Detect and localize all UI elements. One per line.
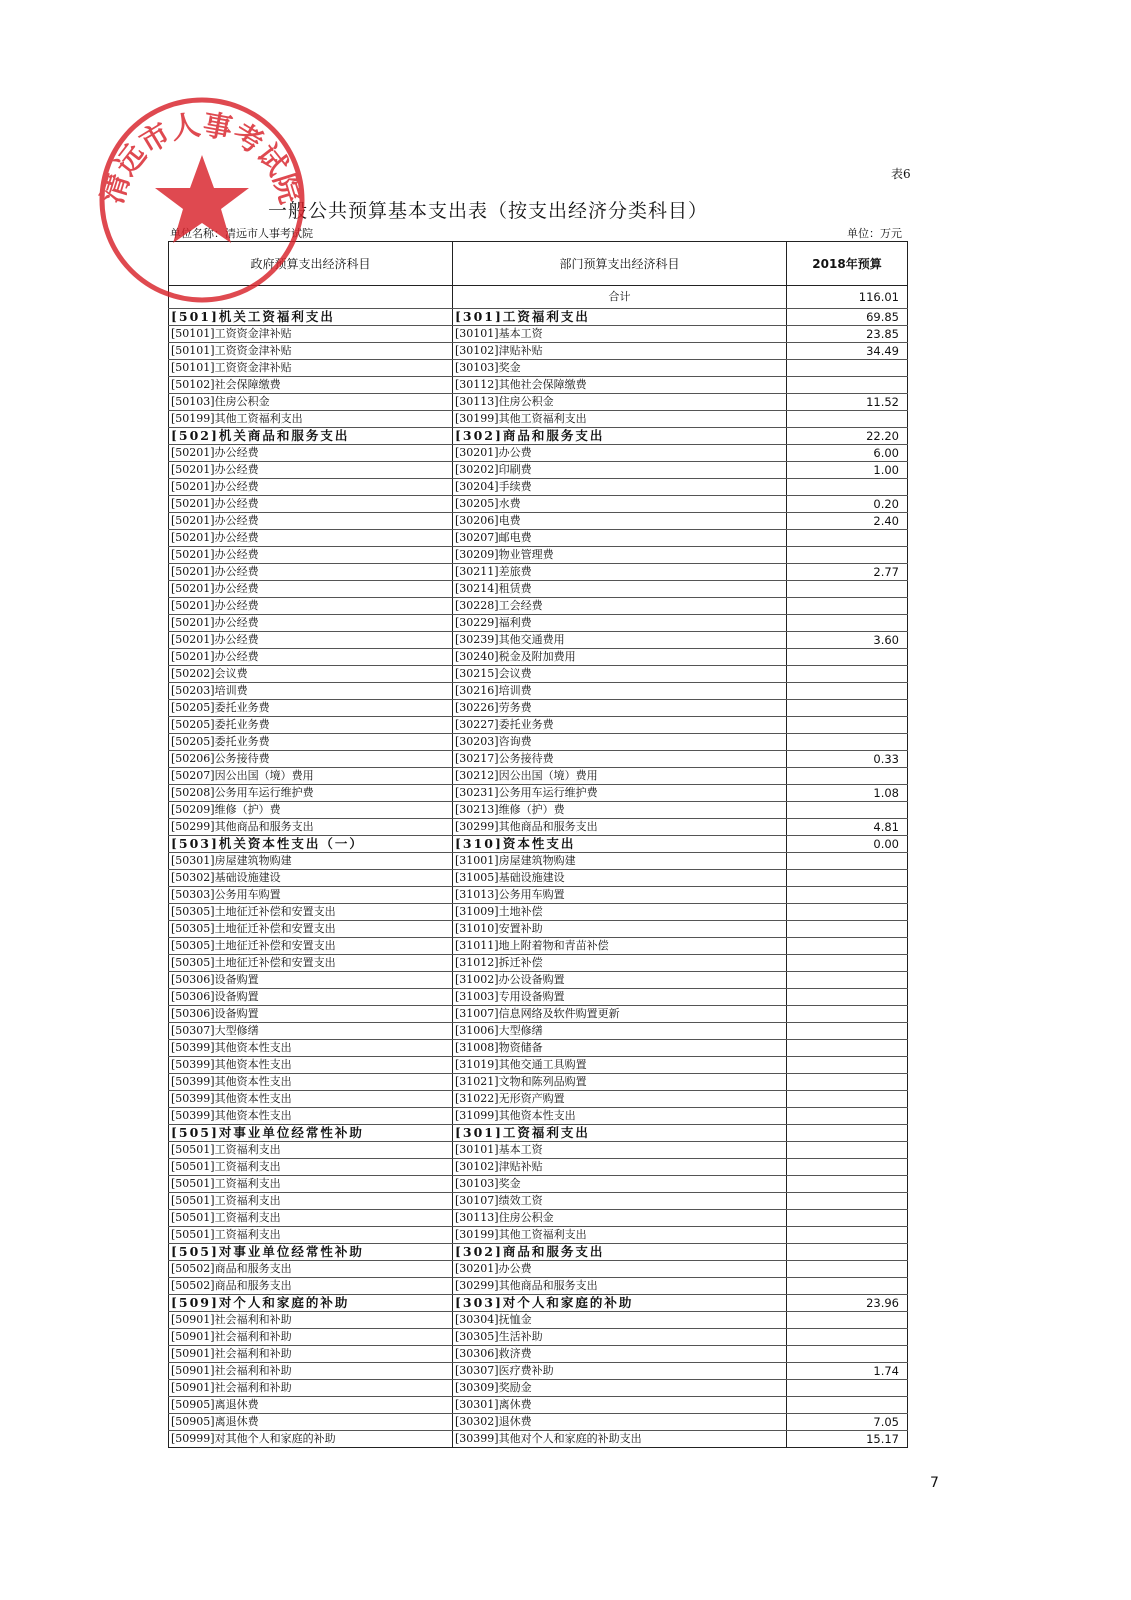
table-number: 表6	[891, 167, 911, 181]
dept-subject-cell: [31011]地上附着物和青苗补偿	[453, 938, 787, 955]
gov-subject-cell: [50208]公务用车运行维护费	[169, 785, 453, 802]
amount-cell	[787, 1176, 908, 1193]
table-row	[169, 768, 908, 785]
dept-subject-cell: [30112]其他社会保障缴费	[453, 377, 787, 394]
dept-subject-cell: [30101]基本工资	[453, 326, 787, 343]
gov-subject-cell: [50502]商品和服务支出	[169, 1261, 453, 1278]
table-row	[169, 326, 908, 343]
table-row	[169, 921, 908, 938]
table-row	[169, 1380, 908, 1397]
dept-subject-cell: [30399]其他对个人和家庭的补助支出	[453, 1431, 787, 1448]
table-row	[169, 1023, 908, 1040]
amount-cell	[787, 1278, 908, 1295]
table-row	[169, 700, 908, 717]
gov-subject-cell: [50203]培训费	[169, 683, 453, 700]
dept-subject-cell: [30239]其他交通费用	[453, 632, 787, 649]
table-row	[169, 819, 908, 836]
gov-subject-cell: [502]机关商品和服务支出	[169, 428, 453, 445]
dept-subject-cell: [30304]抚恤金	[453, 1312, 787, 1329]
amount-cell	[787, 411, 908, 428]
dept-subject-cell: [30102]津贴补贴	[453, 1159, 787, 1176]
table-row	[169, 1312, 908, 1329]
amount-cell: 34.49	[787, 343, 908, 360]
amount-cell	[787, 1227, 908, 1244]
table-row	[169, 802, 908, 819]
gov-subject-cell: [50201]办公经费	[169, 547, 453, 564]
dept-subject-cell: [301]工资福利支出	[453, 1125, 787, 1142]
amount-cell	[787, 887, 908, 904]
gov-subject-cell: [50307]大型修缮	[169, 1023, 453, 1040]
amount-cell	[787, 1380, 908, 1397]
gov-subject-cell: [50399]其他资本性支出	[169, 1091, 453, 1108]
gov-subject-cell: [505]对事业单位经常性补助	[169, 1244, 453, 1261]
table-row	[169, 632, 908, 649]
dept-subject-cell: [30306]救济费	[453, 1346, 787, 1363]
table-row	[169, 1074, 908, 1091]
gov-subject-cell: [50305]土地征迁补偿和安置支出	[169, 938, 453, 955]
amount-cell	[787, 904, 908, 921]
amount-cell	[787, 1346, 908, 1363]
table-row	[169, 1329, 908, 1346]
dept-subject-cell: [30217]公务接待费	[453, 751, 787, 768]
dept-subject-cell: [30228]工会经费	[453, 598, 787, 615]
dept-subject-cell: [30307]医疗费补助	[453, 1363, 787, 1380]
table-row	[169, 1210, 908, 1227]
official-seal-stamp	[95, 93, 310, 308]
dept-subject-cell: [31008]物资储备	[453, 1040, 787, 1057]
gov-subject-cell: [50901]社会福利和补助	[169, 1363, 453, 1380]
table-row	[169, 513, 908, 530]
amount-cell: 1.74	[787, 1363, 908, 1380]
dept-subject-cell: [30216]培训费	[453, 683, 787, 700]
table-row	[169, 1108, 908, 1125]
dept-subject-cell: [30214]租赁费	[453, 581, 787, 598]
gov-subject-cell: [50305]土地征迁补偿和安置支出	[169, 955, 453, 972]
gov-subject-cell: [50207]因公出国（境）费用	[169, 768, 453, 785]
dept-subject-cell: [303]对个人和家庭的补助	[453, 1295, 787, 1312]
table-row	[169, 904, 908, 921]
dept-subject-cell: [30205]水费	[453, 496, 787, 513]
dept-subject-cell: [302]商品和服务支出	[453, 1244, 787, 1261]
table-row	[169, 870, 908, 887]
dept-subject-cell: [30199]其他工资福利支出	[453, 411, 787, 428]
dept-subject-cell: [30202]印刷费	[453, 462, 787, 479]
table-row	[169, 615, 908, 632]
category-row	[169, 1295, 908, 1312]
gov-subject-cell: [50201]办公经费	[169, 564, 453, 581]
amount-cell	[787, 1108, 908, 1125]
dept-subject-cell: [30226]劳务费	[453, 700, 787, 717]
dept-subject-cell: [30107]绩效工资	[453, 1193, 787, 1210]
table-row	[169, 1091, 908, 1108]
amount-cell: 15.17	[787, 1431, 908, 1448]
gov-subject-cell: [50201]办公经费	[169, 581, 453, 598]
amount-cell	[787, 547, 908, 564]
amount-cell	[787, 972, 908, 989]
amount-cell	[787, 1159, 908, 1176]
dept-subject-cell: [31022]无形资产购置	[453, 1091, 787, 1108]
page-number: 7	[930, 1475, 939, 1491]
table-row	[169, 717, 908, 734]
amount-cell	[787, 360, 908, 377]
gov-subject-cell: [50201]办公经费	[169, 479, 453, 496]
amount-cell	[787, 615, 908, 632]
unit-name: 单位名称：清远市人事考试院	[170, 227, 313, 240]
gov-subject-cell: [509]对个人和家庭的补助	[169, 1295, 453, 1312]
amount-cell	[787, 1091, 908, 1108]
gov-subject-cell: [50501]工资福利支出	[169, 1210, 453, 1227]
gov-subject-cell: [50901]社会福利和补助	[169, 1380, 453, 1397]
amount-cell: 22.20	[787, 428, 908, 445]
budget-table	[168, 241, 908, 1448]
dept-subject-cell: [30212]因公出国（境）费用	[453, 768, 787, 785]
category-row	[169, 428, 908, 445]
table-row	[169, 1040, 908, 1057]
dept-subject-cell: [31012]拆迁补偿	[453, 955, 787, 972]
table-row	[169, 751, 908, 768]
gov-subject-cell: [50201]办公经费	[169, 496, 453, 513]
gov-subject-cell: [50501]工资福利支出	[169, 1142, 453, 1159]
gov-subject-cell: [50901]社会福利和补助	[169, 1346, 453, 1363]
gov-subject-cell: [50299]其他商品和服务支出	[169, 819, 453, 836]
gov-subject-cell: [50399]其他资本性支出	[169, 1074, 453, 1091]
amount-cell	[787, 598, 908, 615]
amount-cell: 23.85	[787, 326, 908, 343]
amount-cell: 3.60	[787, 632, 908, 649]
amount-cell	[787, 1074, 908, 1091]
amount-cell: 0.20	[787, 496, 908, 513]
dept-subject-cell: [31013]公务用车购置	[453, 887, 787, 904]
amount-cell	[787, 768, 908, 785]
dept-subject-cell: [30229]福利费	[453, 615, 787, 632]
dept-subject-cell: [30113]住房公积金	[453, 394, 787, 411]
amount-cell	[787, 1312, 908, 1329]
dept-subject-cell: [30204]手续费	[453, 479, 787, 496]
table-row	[169, 955, 908, 972]
dept-subject-cell: 合计	[453, 286, 787, 309]
amount-cell	[787, 683, 908, 700]
amount-cell	[787, 581, 908, 598]
gov-subject-cell: [50205]委托业务费	[169, 700, 453, 717]
column-header-amount: 2018年预算	[787, 242, 908, 286]
dept-subject-cell: [30231]公务用车运行维护费	[453, 785, 787, 802]
dept-subject-cell: [30207]邮电费	[453, 530, 787, 547]
gov-subject-cell: [501]机关工资福利支出	[169, 309, 453, 326]
amount-cell: 0.00	[787, 836, 908, 853]
gov-subject-cell: [50905]离退休费	[169, 1397, 453, 1414]
table-row	[169, 1431, 908, 1448]
amount-cell: 1.08	[787, 785, 908, 802]
amount-cell	[787, 530, 908, 547]
gov-subject-cell: [50101]工资资金津补贴	[169, 326, 453, 343]
table-row	[169, 343, 908, 360]
gov-subject-cell: [50999]对其他个人和家庭的补助	[169, 1431, 453, 1448]
category-row	[169, 836, 908, 853]
gov-subject-cell: [50901]社会福利和补助	[169, 1312, 453, 1329]
table-row	[169, 785, 908, 802]
table-row	[169, 530, 908, 547]
dept-subject-cell: [30215]会议费	[453, 666, 787, 683]
table-row	[169, 1159, 908, 1176]
gov-subject-cell: [50302]基础设施建设	[169, 870, 453, 887]
table-row	[169, 887, 908, 904]
dept-subject-cell: [301]工资福利支出	[453, 309, 787, 326]
dept-subject-cell: [30211]差旅费	[453, 564, 787, 581]
amount-cell: 69.85	[787, 309, 908, 326]
amount-cell	[787, 1193, 908, 1210]
gov-subject-cell: [50101]工资资金津补贴	[169, 360, 453, 377]
table-row	[169, 938, 908, 955]
gov-subject-cell: [50501]工资福利支出	[169, 1193, 453, 1210]
dept-subject-cell: [31021]文物和陈列品购置	[453, 1074, 787, 1091]
table-row	[169, 1414, 908, 1431]
amount-cell	[787, 989, 908, 1006]
dept-subject-cell: [31003]专用设备购置	[453, 989, 787, 1006]
gov-subject-cell: [50501]工资福利支出	[169, 1227, 453, 1244]
table-row	[169, 360, 908, 377]
gov-subject-cell: [50201]办公经费	[169, 513, 453, 530]
table-row	[169, 1346, 908, 1363]
amount-cell: 2.40	[787, 513, 908, 530]
amount-cell	[787, 938, 908, 955]
dept-subject-cell: [30101]基本工资	[453, 1142, 787, 1159]
seal-star-icon	[155, 155, 249, 243]
table-row	[169, 1278, 908, 1295]
table-row	[169, 1193, 908, 1210]
gov-subject-cell: [503]机关资本性支出（一）	[169, 836, 453, 853]
gov-subject-cell: [50306]设备购置	[169, 972, 453, 989]
table-row	[169, 1261, 908, 1278]
gov-subject-cell: [50201]办公经费	[169, 649, 453, 666]
dept-subject-cell: [302]商品和服务支出	[453, 428, 787, 445]
table-row	[169, 1176, 908, 1193]
gov-subject-cell: [50901]社会福利和补助	[169, 1329, 453, 1346]
gov-subject-cell: [50501]工资福利支出	[169, 1159, 453, 1176]
gov-subject-cell: [50103]住房公积金	[169, 394, 453, 411]
table-row	[169, 411, 908, 428]
dept-subject-cell: [310]资本性支出	[453, 836, 787, 853]
dept-subject-cell: [30201]办公费	[453, 1261, 787, 1278]
amount-cell: 6.00	[787, 445, 908, 462]
page-title: 一般公共预算基本支出表（按支出经济分类科目）	[268, 200, 709, 222]
dept-subject-cell: [31006]大型修缮	[453, 1023, 787, 1040]
column-header-gov: 政府预算支出经济科目	[169, 242, 453, 286]
dept-subject-cell: [30213]维修（护）费	[453, 802, 787, 819]
amount-cell	[787, 700, 908, 717]
gov-subject-cell: [50501]工资福利支出	[169, 1176, 453, 1193]
table-row	[169, 1227, 908, 1244]
amount-cell	[787, 1125, 908, 1142]
amount-cell	[787, 649, 908, 666]
amount-cell: 1.00	[787, 462, 908, 479]
amount-cell	[787, 955, 908, 972]
table-row	[169, 547, 908, 564]
dept-subject-cell: [30299]其他商品和服务支出	[453, 819, 787, 836]
dept-subject-cell: [30240]税金及附加费用	[453, 649, 787, 666]
dept-subject-cell: [30206]电费	[453, 513, 787, 530]
gov-subject-cell: [505]对事业单位经常性补助	[169, 1125, 453, 1142]
gov-subject-cell: [50201]办公经费	[169, 462, 453, 479]
dept-subject-cell: [30102]津贴补贴	[453, 343, 787, 360]
amount-cell	[787, 1142, 908, 1159]
gov-subject-cell: [50306]设备购置	[169, 1006, 453, 1023]
dept-subject-cell: [31099]其他资本性支出	[453, 1108, 787, 1125]
column-header-dept: 部门预算支出经济科目	[453, 242, 787, 286]
amount-cell: 7.05	[787, 1414, 908, 1431]
amount-cell	[787, 1261, 908, 1278]
table-row	[169, 479, 908, 496]
category-row	[169, 1125, 908, 1142]
table-row	[169, 496, 908, 513]
dept-subject-cell: [30201]办公费	[453, 445, 787, 462]
table-row	[169, 445, 908, 462]
amount-cell	[787, 802, 908, 819]
dept-subject-cell: [30209]物业管理费	[453, 547, 787, 564]
amount-cell	[787, 1023, 908, 1040]
dept-subject-cell: [30103]奖金	[453, 360, 787, 377]
gov-subject-cell: [50305]土地征迁补偿和安置支出	[169, 921, 453, 938]
amount-cell: 116.01	[787, 286, 908, 309]
dept-subject-cell: [31007]信息网络及软件购置更新	[453, 1006, 787, 1023]
gov-subject-cell: [50399]其他资本性支出	[169, 1108, 453, 1125]
gov-subject-cell: [50206]公务接待费	[169, 751, 453, 768]
gov-subject-cell: [50306]设备购置	[169, 989, 453, 1006]
table-row	[169, 649, 908, 666]
gov-subject-cell: [50201]办公经费	[169, 445, 453, 462]
gov-subject-cell: [50209]维修（护）费	[169, 802, 453, 819]
amount-cell	[787, 1210, 908, 1227]
dept-subject-cell: [30103]奖金	[453, 1176, 787, 1193]
category-row	[169, 1244, 908, 1261]
table-row	[169, 598, 908, 615]
dept-subject-cell: [30203]咨询费	[453, 734, 787, 751]
gov-subject-cell: [50205]委托业务费	[169, 734, 453, 751]
gov-subject-cell: [50502]商品和服务支出	[169, 1278, 453, 1295]
amount-cell	[787, 479, 908, 496]
table-row	[169, 666, 908, 683]
dept-subject-cell: [30227]委托业务费	[453, 717, 787, 734]
gov-subject-cell: [50202]会议费	[169, 666, 453, 683]
amount-cell	[787, 1329, 908, 1346]
gov-subject-cell: [50905]离退休费	[169, 1414, 453, 1431]
amount-cell	[787, 377, 908, 394]
dept-subject-cell: [30199]其他工资福利支出	[453, 1227, 787, 1244]
unit-label: 单位：万元	[847, 227, 902, 240]
gov-subject-cell: [50102]社会保障缴费	[169, 377, 453, 394]
table-row	[169, 1006, 908, 1023]
table-row	[169, 564, 908, 581]
amount-cell	[787, 1397, 908, 1414]
amount-cell: 23.96	[787, 1295, 908, 1312]
dept-subject-cell: [31019]其他交通工具购置	[453, 1057, 787, 1074]
amount-cell: 0.33	[787, 751, 908, 768]
amount-cell: 11.52	[787, 394, 908, 411]
table-row	[169, 394, 908, 411]
amount-cell	[787, 853, 908, 870]
category-row	[169, 309, 908, 326]
gov-subject-cell: [50305]土地征迁补偿和安置支出	[169, 904, 453, 921]
amount-cell	[787, 717, 908, 734]
seal-text: 清远市人事考试院	[95, 107, 309, 208]
table-row	[169, 1363, 908, 1380]
table-row	[169, 989, 908, 1006]
gov-subject-cell: [50201]办公经费	[169, 598, 453, 615]
amount-cell	[787, 1006, 908, 1023]
dept-subject-cell: [30301]离休费	[453, 1397, 787, 1414]
dept-subject-cell: [31002]办公设备购置	[453, 972, 787, 989]
gov-subject-cell: [50201]办公经费	[169, 615, 453, 632]
gov-subject-cell: [50303]公务用车购置	[169, 887, 453, 904]
table-row	[169, 1397, 908, 1414]
amount-cell	[787, 734, 908, 751]
table-row	[169, 462, 908, 479]
amount-cell	[787, 1244, 908, 1261]
table-row	[169, 1142, 908, 1159]
dept-subject-cell: [30305]生活补助	[453, 1329, 787, 1346]
dept-subject-cell: [30299]其他商品和服务支出	[453, 1278, 787, 1295]
gov-subject-cell: [50301]房屋建筑物购建	[169, 853, 453, 870]
amount-cell	[787, 921, 908, 938]
dept-subject-cell: [31009]土地补偿	[453, 904, 787, 921]
gov-subject-cell: [50205]委托业务费	[169, 717, 453, 734]
gov-subject-cell: [50201]办公经费	[169, 530, 453, 547]
table-row	[169, 734, 908, 751]
amount-cell	[787, 1057, 908, 1074]
gov-subject-cell: [50101]工资资金津补贴	[169, 343, 453, 360]
amount-cell	[787, 1040, 908, 1057]
table-row	[169, 853, 908, 870]
dept-subject-cell: [30113]住房公积金	[453, 1210, 787, 1227]
table-row	[169, 972, 908, 989]
table-body	[169, 286, 908, 1448]
amount-cell: 2.77	[787, 564, 908, 581]
gov-subject-cell: [50199]其他工资福利支出	[169, 411, 453, 428]
amount-cell	[787, 870, 908, 887]
table-row	[169, 581, 908, 598]
dept-subject-cell: [30309]奖励金	[453, 1380, 787, 1397]
table-row	[169, 683, 908, 700]
table-row	[169, 377, 908, 394]
gov-subject-cell: [50399]其他资本性支出	[169, 1057, 453, 1074]
amount-cell: 4.81	[787, 819, 908, 836]
gov-subject-cell: [50201]办公经费	[169, 632, 453, 649]
table-row	[169, 1057, 908, 1074]
amount-cell	[787, 666, 908, 683]
dept-subject-cell: [31001]房屋建筑物购建	[453, 853, 787, 870]
dept-subject-cell: [31005]基础设施建设	[453, 870, 787, 887]
dept-subject-cell: [31010]安置补助	[453, 921, 787, 938]
gov-subject-cell: [50399]其他资本性支出	[169, 1040, 453, 1057]
dept-subject-cell: [30302]退休费	[453, 1414, 787, 1431]
